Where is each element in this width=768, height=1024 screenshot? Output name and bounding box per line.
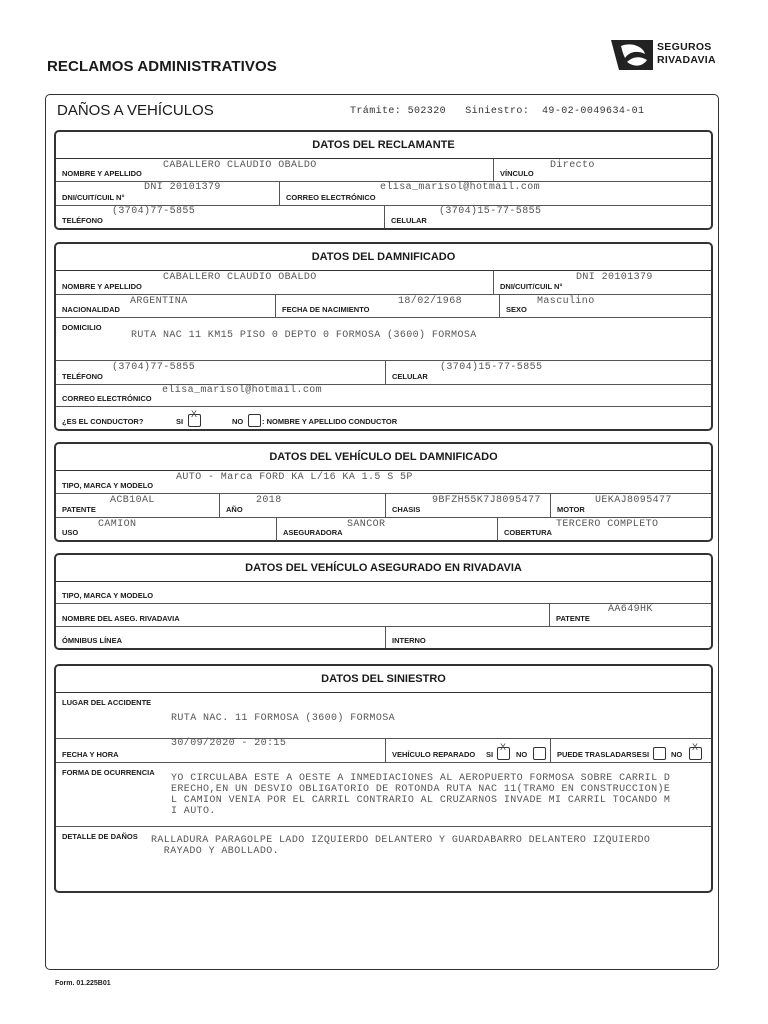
vehiculo-anio: 2018 (256, 495, 282, 506)
reclamante-celular: (3704)15-77-5855 (439, 206, 542, 217)
conductor-si-checkbox[interactable] (188, 409, 201, 427)
vehiculo-cobertura: TERCERO COMPLETO (556, 519, 659, 530)
forma-label: FORMA DE OCURRENCIA (62, 768, 155, 777)
vehiculo-damnificado-head: DATOS DEL VEHÍCULO DEL DAMNIFICADO (56, 444, 711, 471)
reclamante-head: DATOS DEL RECLAMANTE (56, 132, 711, 159)
damnificado-dni: DNI 20101379 (576, 272, 653, 283)
siniestro-fecha: 30/09/2020 - 20:15 (171, 738, 287, 749)
vehiculo-asegurado-head: DATOS DEL VEHÍCULO ASEGURADO EN RIVADAVIA (56, 555, 711, 582)
trasladarse-si-checkbox[interactable] (653, 747, 666, 760)
damnificado-head: DATOS DEL DAMNIFICADO (56, 244, 711, 271)
damnificado-nacionalidad: ARGENTINA (130, 296, 188, 307)
logo-line-2: RIVADAVIA (657, 54, 716, 66)
vinculo-label: VÍNCULO (500, 169, 534, 178)
form-section-title: DAÑOS A VEHÍCULOS (57, 102, 214, 119)
seguros-rivadavia-logo (607, 36, 723, 74)
damnificado-celular: (3704)15-77-5855 (440, 362, 543, 373)
vehiculo-uso: CAMION (98, 519, 137, 530)
omnibus-label: ÓMNIBUS LÍNEA (62, 636, 122, 645)
siniestro-lugar: RUTA NAC. 11 FORMOSA (3600) FORMOSA (171, 713, 396, 724)
vehiculo-damnificado-section (54, 442, 713, 542)
sexo-label: SEXO (506, 305, 527, 314)
check-mark: X (692, 742, 699, 752)
damnificado-nacimiento: 18/02/1968 (398, 296, 463, 307)
damnificado-correo: elisa_marisol@hotmail.com (162, 385, 323, 396)
celular-label: CELULAR (392, 372, 428, 381)
reclamante-telefono: (3704)77-5855 (112, 206, 196, 217)
asegurado-patente: AA649HK (608, 604, 653, 615)
trasladarse-si-label: SI (642, 750, 650, 759)
anio-label: AÑO (226, 505, 243, 514)
reclamante-section (54, 130, 713, 230)
cobertura-label: COBERTURA (504, 528, 552, 537)
uso-label: USO (62, 528, 79, 537)
correo-label: CORREO ELECTRÓNICO (286, 193, 376, 202)
reclamante-correo: elisa_marisol@hotmail.com (380, 182, 541, 193)
correo-label: CORREO ELECTRÓNICO (62, 394, 152, 403)
aseguradora-label: ASEGURADORA (283, 528, 343, 537)
damnificado-domicilio: RUTA NAC 11 KM15 PISO 0 DEPTO 0 FORMOSA (3600) FORMOSA (131, 330, 477, 341)
reparado-label: VEHÍCULO REPARADO (392, 750, 476, 759)
nacionalidad-label: NACIONALIDAD (62, 305, 120, 314)
fecha-label: FECHA Y HORA (62, 750, 119, 759)
patente-label: PATENTE (62, 505, 96, 514)
conductor-si-label: SI (176, 417, 184, 426)
lugar-label: LUGAR DEL ACCIDENTE (62, 698, 152, 707)
siniestro-head: DATOS DEL SINIESTRO (56, 666, 711, 693)
damnificado-nombre: CABALLERO CLAUDIO OBALDO (163, 272, 317, 283)
conductor-no-label: NO (232, 417, 244, 426)
celular-label: CELULAR (391, 216, 427, 225)
form-number: Form. 01.225B01 (55, 980, 111, 987)
telefono-label: TELÉFONO (62, 372, 103, 381)
telefono-label: TELÉFONO (62, 216, 103, 225)
vehiculo-asegurado-section (54, 553, 713, 650)
reparado-si-label: SI (486, 750, 494, 759)
siniestro-forma: YO CIRCULABA ESTE A OESTE A INMEDIACIONES AL AEROPUERTO FORMOSA SOBRE CARRIL D ERECHO,EN UN DESVIO OBLIGATORIO DE ROTONDA RUTA NAC 11(TRAMO EN CONSTRUCCION)E L CAMION VENIA POR EL CARRIL CONTRARIO AL CRUZARNOS INVADE MI CARRIL TOCANDO M I AUTO. (171, 773, 671, 817)
reparado-si-checkbox[interactable] (497, 742, 510, 760)
vehiculo-chasis: 9BFZH55K7J8095477 (432, 495, 541, 506)
interno-label: INTERNO (392, 636, 426, 645)
trasladarse-no-label: NO (671, 750, 683, 759)
patente-label: PATENTE (556, 614, 590, 623)
nombre-conductor-label: : NOMBRE Y APELLIDO CONDUCTOR (262, 417, 398, 426)
nombre-label: NOMBRE Y APELLIDO (62, 169, 142, 178)
dni-label: DNI/CUIT/CUIL N° (500, 282, 563, 291)
domicilio-label: DOMICILIO (62, 323, 102, 332)
logo-line-1: SEGUROS (657, 41, 712, 53)
tramite-siniestro: Trámite: 502320 Siniestro: 49-02-0049634-01 (350, 106, 645, 117)
vehiculo-tipo: AUTO - Marca FORD KA L/16 KA 1.5 S 5P (176, 472, 413, 483)
tipo-label: TIPO, MARCA Y MODELO (62, 591, 154, 600)
conductor-no-checkbox[interactable] (248, 414, 261, 427)
page-title: RECLAMOS ADMINISTRATIVOS (47, 58, 277, 75)
check-mark: X (191, 409, 198, 419)
dni-label: DNI/CUIT/CUIL N° (62, 193, 125, 202)
trasladarse-no-checkbox[interactable] (689, 742, 702, 760)
conductor-label: ¿ES EL CONDUCTOR? (62, 417, 144, 426)
motor-label: MOTOR (557, 505, 585, 514)
danos-label: DETALLE DE DAÑOS (62, 832, 138, 841)
nombre-label: NOMBRE Y APELLIDO (62, 282, 142, 291)
siniestro-danos: RALLADURA PARAGOLPE LADO IZQUIERDO DELANTERO Y GUARDABARRO DELANTERO IZQUIERDO RAYADO Y ABOLLADO. (151, 835, 651, 857)
vehiculo-patente: ACB10AL (110, 495, 155, 506)
tipo-label: TIPO, MARCA Y MODELO (62, 481, 154, 490)
siniestro-section (54, 664, 713, 893)
reparado-no-label: NO (516, 750, 528, 759)
vehiculo-aseguradora: SANCOR (347, 519, 386, 530)
chasis-label: CHASIS (392, 505, 421, 514)
nombre-asegurado-label: NOMBRE DEL ASEG. RIVADAVIA (62, 614, 180, 623)
trasladarse-label: PUEDE TRASLADARSE (557, 750, 642, 759)
reclamante-dni: DNI 20101379 (144, 182, 221, 193)
damnificado-telefono: (3704)77-5855 (112, 362, 196, 373)
reclamante-vinculo: Directo (550, 160, 595, 171)
check-mark: X (500, 742, 507, 752)
vehiculo-motor: UEKAJ8095477 (595, 495, 672, 506)
damnificado-sexo: Masculino (537, 296, 595, 307)
reclamante-nombre: CABALLERO CLAUDIO OBALDO (163, 160, 317, 171)
reparado-no-checkbox[interactable] (533, 747, 546, 760)
damnificado-section (54, 242, 713, 431)
nacimiento-label: FECHA DE NACIMIENTO (282, 305, 370, 314)
